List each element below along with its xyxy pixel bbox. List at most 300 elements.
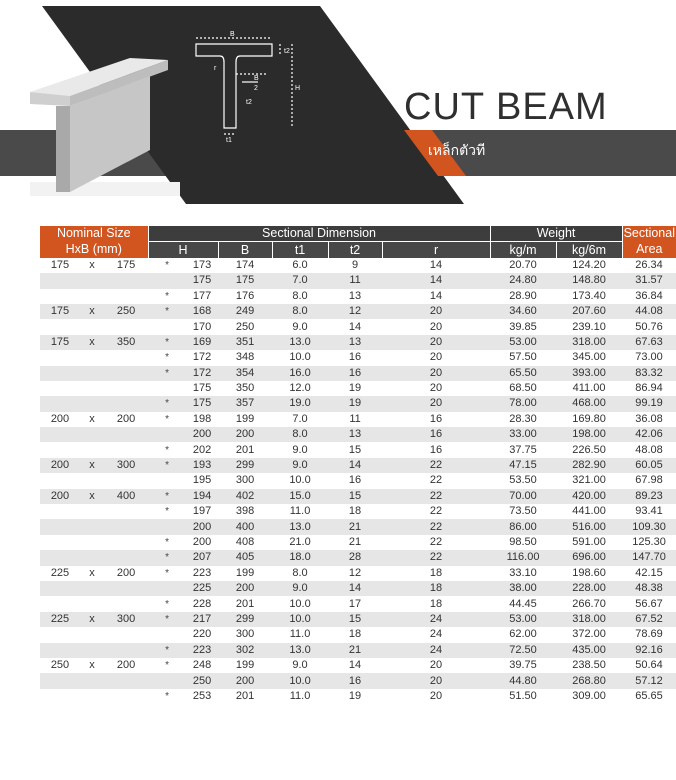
- label-t1: t1: [226, 137, 232, 144]
- weight-kgm: 57.50: [509, 351, 537, 364]
- t1-value: 9.0: [292, 443, 308, 456]
- label-t2-web: t2: [246, 99, 252, 106]
- t1-value: 10.0: [272, 673, 328, 688]
- nominal-width: [104, 596, 148, 611]
- nominal-width: 400: [104, 489, 148, 504]
- sectional-area: 31.57: [622, 273, 676, 288]
- nominal-height: 200: [40, 458, 80, 473]
- header-nominal-size: Nominal Size: [40, 226, 148, 242]
- sectional-area: 78.69: [635, 628, 663, 641]
- times-sign: [80, 350, 104, 365]
- weight-kg6m: 124.20: [572, 258, 606, 271]
- r-value: 20: [429, 351, 443, 364]
- r-value: 22: [382, 458, 490, 473]
- weight-kgm: 68.50: [509, 382, 537, 395]
- table-row: [40, 473, 676, 488]
- times-sign: [80, 643, 104, 658]
- table-row: [40, 627, 676, 642]
- nominal-width: [104, 289, 148, 304]
- h-value: 177: [192, 289, 212, 302]
- r-value: 20: [382, 396, 490, 411]
- nominal-width: [104, 519, 148, 534]
- r-value: 22: [382, 489, 490, 504]
- r-value: 16: [382, 427, 490, 442]
- table-row: [40, 612, 676, 627]
- h-value: 170: [192, 320, 212, 333]
- specification-table: [40, 226, 676, 704]
- weight-kgm: 39.75: [509, 659, 537, 672]
- sectional-area: 48.38: [622, 581, 676, 596]
- sectional-area: 99.19: [622, 396, 676, 411]
- marker: [148, 519, 186, 534]
- t2-value: 14: [348, 320, 362, 333]
- table-row: [40, 550, 676, 565]
- weight-kgm: 44.80: [490, 673, 556, 688]
- marker: [148, 319, 186, 334]
- sectional-area: 48.08: [635, 443, 663, 456]
- times-sign: [80, 689, 104, 704]
- label-h: H: [295, 85, 301, 92]
- marker: *: [165, 690, 169, 702]
- h-value: 175: [192, 382, 212, 395]
- b-value: 348: [235, 351, 255, 364]
- nominal-height: [40, 381, 80, 396]
- t2-value: 15: [328, 489, 382, 504]
- header-area-line2: Area: [622, 242, 676, 258]
- weight-kgm: 62.00: [509, 628, 537, 641]
- marker: [148, 581, 186, 596]
- weight-kg6m: 591.00: [572, 536, 606, 548]
- nominal-width: 175: [116, 258, 136, 271]
- header-col-t1: t1: [272, 242, 328, 258]
- nominal-height: 250: [50, 659, 70, 672]
- table-row: [40, 258, 676, 273]
- nominal-width: 300: [104, 458, 148, 473]
- marker: [148, 381, 186, 396]
- nominal-height: 225: [40, 612, 80, 627]
- marker: *: [148, 304, 186, 319]
- r-value: 16: [429, 412, 443, 425]
- sectional-area: 109.30: [622, 519, 676, 534]
- weight-kg6m: 239.10: [572, 320, 606, 333]
- table-row: [40, 504, 676, 519]
- nominal-height: 225: [50, 566, 70, 579]
- r-value: 14: [429, 289, 443, 302]
- t1-value: 16.0: [272, 366, 328, 381]
- table-row: [40, 427, 676, 442]
- nominal-width: 200: [116, 659, 136, 672]
- nominal-width: 350: [104, 335, 148, 350]
- t1-value: 8.0: [292, 566, 308, 579]
- b-value: 350: [235, 382, 255, 395]
- nominal-height: [40, 289, 80, 304]
- t1-value: 19.0: [272, 396, 328, 411]
- t1-value: 12.0: [289, 382, 311, 395]
- table-row: [40, 535, 676, 550]
- sectional-area: 44.08: [622, 304, 676, 319]
- b-value: 199: [235, 412, 255, 425]
- label-two: 2: [254, 85, 258, 92]
- nominal-width: 300: [104, 612, 148, 627]
- b-value: 302: [218, 643, 272, 658]
- times-sign: [80, 289, 104, 304]
- marker: [148, 427, 186, 442]
- sectional-area: 26.34: [635, 258, 663, 271]
- b-value: 199: [235, 659, 255, 672]
- t1-value: 10.0: [289, 351, 311, 364]
- nominal-width: [104, 319, 148, 334]
- weight-kgm: 72.50: [490, 643, 556, 658]
- r-value: 20: [429, 320, 443, 333]
- weight-kg6m: 372.00: [572, 628, 606, 641]
- h-value: 200: [186, 519, 218, 534]
- b-value: 200: [218, 427, 272, 442]
- t2-value: 16: [348, 474, 362, 487]
- marker: [148, 673, 186, 688]
- h-value: 175: [186, 273, 218, 288]
- times-sign: [80, 319, 104, 334]
- table-body: [40, 258, 676, 704]
- r-value: 18: [429, 566, 443, 579]
- times-sign: x: [89, 659, 95, 672]
- nominal-width: [104, 366, 148, 381]
- nominal-height: 175: [50, 258, 70, 271]
- t2-value: 19: [328, 396, 382, 411]
- times-sign: x: [80, 489, 104, 504]
- table-row: [40, 319, 676, 334]
- b-value: 354: [218, 366, 272, 381]
- weight-kgm: 38.00: [490, 581, 556, 596]
- weight-kg6m: 468.00: [556, 396, 622, 411]
- marker: *: [165, 444, 169, 456]
- weight-kgm: 65.50: [490, 366, 556, 381]
- t1-value: 7.0: [272, 273, 328, 288]
- weight-kg6m: 268.80: [556, 673, 622, 688]
- t2-value: 11: [328, 273, 382, 288]
- nominal-height: 200: [40, 489, 80, 504]
- r-value: 14: [429, 258, 443, 271]
- t1-value: 10.0: [289, 597, 311, 610]
- times-sign: [80, 381, 104, 396]
- marker: *: [165, 290, 169, 302]
- h-value: 223: [192, 566, 212, 579]
- weight-kg6m: 173.40: [572, 289, 606, 302]
- b-value: 405: [218, 550, 272, 565]
- marker: *: [165, 567, 169, 579]
- nominal-height: [40, 442, 80, 457]
- t2-value: 17: [348, 597, 362, 610]
- weight-kg6m: 198.00: [556, 427, 622, 442]
- sectional-area: 125.30: [632, 536, 666, 548]
- table-row: [40, 489, 676, 504]
- table-row: [40, 335, 676, 350]
- b-value: 201: [235, 443, 255, 456]
- b-value: 402: [218, 489, 272, 504]
- table-row: [40, 350, 676, 365]
- nominal-width: [104, 550, 148, 565]
- sectional-area: 92.16: [622, 643, 676, 658]
- nominal-height: [40, 396, 80, 411]
- sectional-area: 89.23: [622, 489, 676, 504]
- header-nominal-size-unit: HxB (mm): [40, 242, 148, 258]
- weight-kgm: 51.50: [509, 689, 537, 702]
- table-row: [40, 273, 676, 288]
- label-b: B: [230, 31, 235, 38]
- weight-kgm: 116.00: [490, 550, 556, 565]
- sectional-area: 67.98: [635, 474, 663, 487]
- t1-value: 8.0: [292, 289, 308, 302]
- t2-value: 18: [348, 628, 362, 641]
- h-value: 225: [186, 581, 218, 596]
- weight-kg6m: 318.00: [556, 335, 622, 350]
- t1-value: 7.0: [292, 412, 308, 425]
- table-row: [40, 442, 676, 457]
- label-t2-top: t2: [284, 48, 290, 55]
- t2-value: 16: [328, 673, 382, 688]
- nominal-width: [104, 381, 148, 396]
- r-value: 20: [429, 689, 443, 702]
- times-sign: [80, 442, 104, 457]
- r-value: 18: [382, 581, 490, 596]
- marker: *: [165, 413, 169, 425]
- t2-value: 14: [328, 581, 382, 596]
- nominal-width: 250: [104, 304, 148, 319]
- b-value: 300: [235, 628, 255, 641]
- r-value: 24: [382, 643, 490, 658]
- r-value: 20: [382, 366, 490, 381]
- weight-kg6m: 226.50: [572, 443, 606, 456]
- b-value: 200: [218, 673, 272, 688]
- b-value: 357: [218, 396, 272, 411]
- r-value: 16: [429, 443, 443, 456]
- weight-kgm: 53.00: [490, 335, 556, 350]
- r-value: 20: [429, 382, 443, 395]
- h-value: 223: [186, 643, 218, 658]
- weight-kgm: 53.00: [490, 612, 556, 627]
- nominal-height: [40, 350, 80, 365]
- t1-value: 13.0: [272, 519, 328, 534]
- weight-kgm: 86.00: [490, 519, 556, 534]
- b-value: 250: [235, 320, 255, 333]
- weight-kgm: 28.90: [509, 289, 537, 302]
- sectional-area: 42.06: [622, 427, 676, 442]
- times-sign: x: [80, 304, 104, 319]
- label-b-half: B: [254, 75, 259, 82]
- r-value: 22: [429, 505, 443, 518]
- h-value: 200: [186, 427, 218, 442]
- r-value: 22: [382, 519, 490, 534]
- weight-kgm: 44.45: [509, 597, 537, 610]
- nominal-width: [104, 689, 148, 704]
- b-value: 351: [218, 335, 272, 350]
- b-value: 408: [235, 536, 255, 548]
- weight-kgm: 70.00: [490, 489, 556, 504]
- sectional-area: 56.67: [635, 597, 663, 610]
- nominal-height: 200: [50, 412, 70, 425]
- h-value: 248: [192, 659, 212, 672]
- t1-value: 11.0: [289, 689, 311, 702]
- weight-kg6m: 309.00: [572, 689, 606, 702]
- sectional-area: 57.12: [622, 673, 676, 688]
- t2-value: 12: [328, 304, 382, 319]
- r-value: 14: [382, 273, 490, 288]
- nominal-width: [104, 473, 148, 488]
- b-value: 400: [218, 519, 272, 534]
- weight-kg6m: 345.00: [572, 351, 606, 364]
- h-value: 172: [192, 351, 212, 364]
- t2-value: 12: [348, 566, 362, 579]
- times-sign: x: [80, 458, 104, 473]
- weight-kg6m: 435.00: [556, 643, 622, 658]
- nominal-height: [40, 366, 80, 381]
- nominal-height: [40, 673, 80, 688]
- header-sectional-dimension: Sectional Dimension: [148, 226, 490, 242]
- weight-kg6m: 393.00: [556, 366, 622, 381]
- nominal-height: [40, 273, 80, 288]
- nominal-width: 200: [116, 566, 136, 579]
- sectional-area: 50.76: [635, 320, 663, 333]
- sectional-area: 50.64: [635, 659, 663, 672]
- table-row: [40, 289, 676, 304]
- weight-kg6m: 238.50: [572, 659, 606, 672]
- nominal-width: [104, 627, 148, 642]
- header-col-t2: t2: [328, 242, 382, 258]
- weight-kg6m: 282.90: [556, 458, 622, 473]
- t2-value: 14: [328, 458, 382, 473]
- weight-kgm: 37.75: [509, 443, 537, 456]
- r-value: 20: [382, 673, 490, 688]
- t2-value: 19: [348, 382, 362, 395]
- t1-value: 9.0: [292, 320, 308, 333]
- marker: *: [148, 366, 186, 381]
- t2-value: 18: [348, 505, 362, 518]
- weight-kg6m: 318.00: [556, 612, 622, 627]
- times-sign: [80, 596, 104, 611]
- sectional-area: 60.05: [622, 458, 676, 473]
- marker: *: [165, 259, 169, 271]
- sectional-area: 67.63: [622, 335, 676, 350]
- times-sign: [80, 366, 104, 381]
- t2-value: 15: [348, 443, 362, 456]
- weight-kgm: 34.60: [490, 304, 556, 319]
- times-sign: x: [89, 412, 95, 425]
- t1-value: 9.0: [292, 659, 308, 672]
- table-row: [40, 658, 676, 673]
- sectional-area: 65.65: [635, 689, 663, 702]
- b-value: 200: [218, 581, 272, 596]
- weight-kgm: 73.50: [509, 505, 537, 518]
- times-sign: [80, 627, 104, 642]
- t1-value: 9.0: [272, 458, 328, 473]
- nominal-height: 175: [40, 335, 80, 350]
- marker: [148, 273, 186, 288]
- nominal-width: [104, 643, 148, 658]
- header-col-h: H: [148, 242, 218, 258]
- weight-kgm: 28.30: [509, 412, 537, 425]
- weight-kgm: 20.70: [509, 258, 537, 271]
- nominal-width: [104, 504, 148, 519]
- marker: *: [165, 506, 169, 518]
- marker: *: [148, 550, 186, 565]
- sectional-area: 73.00: [635, 351, 663, 364]
- b-value: 300: [235, 474, 255, 487]
- t1-value: 13.0: [272, 643, 328, 658]
- marker: *: [148, 612, 186, 627]
- marker: *: [165, 598, 169, 610]
- t1-value: 10.0: [272, 612, 328, 627]
- times-sign: [80, 396, 104, 411]
- marker: *: [165, 537, 169, 548]
- t2-value: 21: [348, 536, 362, 548]
- weight-kg6m: 411.00: [572, 382, 606, 395]
- t2-value: 14: [348, 659, 362, 672]
- sectional-area: 42.15: [635, 566, 663, 579]
- h-value: 195: [192, 474, 212, 487]
- times-sign: x: [89, 258, 95, 271]
- b-value: 201: [235, 689, 255, 702]
- h-value: 193: [186, 458, 218, 473]
- sectional-area: 36.84: [635, 289, 663, 302]
- label-r: r: [214, 65, 217, 72]
- r-value: 24: [429, 628, 443, 641]
- times-sign: [80, 519, 104, 534]
- h-value: 198: [192, 412, 212, 425]
- table-row: [40, 673, 676, 688]
- nominal-width: [104, 442, 148, 457]
- marker: *: [148, 489, 186, 504]
- nominal-height: [40, 550, 80, 565]
- nominal-height: [40, 627, 80, 642]
- h-value: 175: [186, 396, 218, 411]
- weight-kgm: 53.50: [509, 474, 537, 487]
- weight-kg6m: 420.00: [556, 489, 622, 504]
- h-value: 250: [186, 673, 218, 688]
- b-value: 249: [218, 304, 272, 319]
- h-value: 217: [186, 612, 218, 627]
- t2-value: 13: [328, 427, 382, 442]
- h-value: 202: [192, 443, 212, 456]
- sectional-area: 86.94: [635, 382, 663, 395]
- t2-value: 28: [328, 550, 382, 565]
- marker: *: [165, 660, 169, 672]
- weight-kg6m: 321.00: [572, 474, 606, 487]
- sectional-area: 67.52: [622, 612, 676, 627]
- t-section-outline: [196, 44, 272, 128]
- weight-kg6m: 169.80: [572, 412, 606, 425]
- nominal-width: [104, 581, 148, 596]
- h-value: 169: [186, 335, 218, 350]
- h-value: 220: [192, 628, 212, 641]
- nominal-height: [40, 319, 80, 334]
- b-value: 201: [235, 597, 255, 610]
- nominal-width: [104, 396, 148, 411]
- weight-kg6m: 441.00: [572, 505, 606, 518]
- nominal-width: [104, 427, 148, 442]
- h-value: 200: [192, 536, 212, 548]
- nominal-width: [104, 673, 148, 688]
- marker: *: [148, 458, 186, 473]
- table-row: [40, 596, 676, 611]
- h-value: 172: [186, 366, 218, 381]
- weight-kgm: 78.00: [490, 396, 556, 411]
- header-weight: Weight: [490, 226, 622, 242]
- marker: [148, 627, 186, 642]
- table-row: [40, 689, 676, 704]
- r-value: 22: [429, 474, 443, 487]
- page-title: CUT BEAM: [404, 86, 608, 128]
- times-sign: x: [89, 566, 95, 579]
- nominal-height: [40, 519, 80, 534]
